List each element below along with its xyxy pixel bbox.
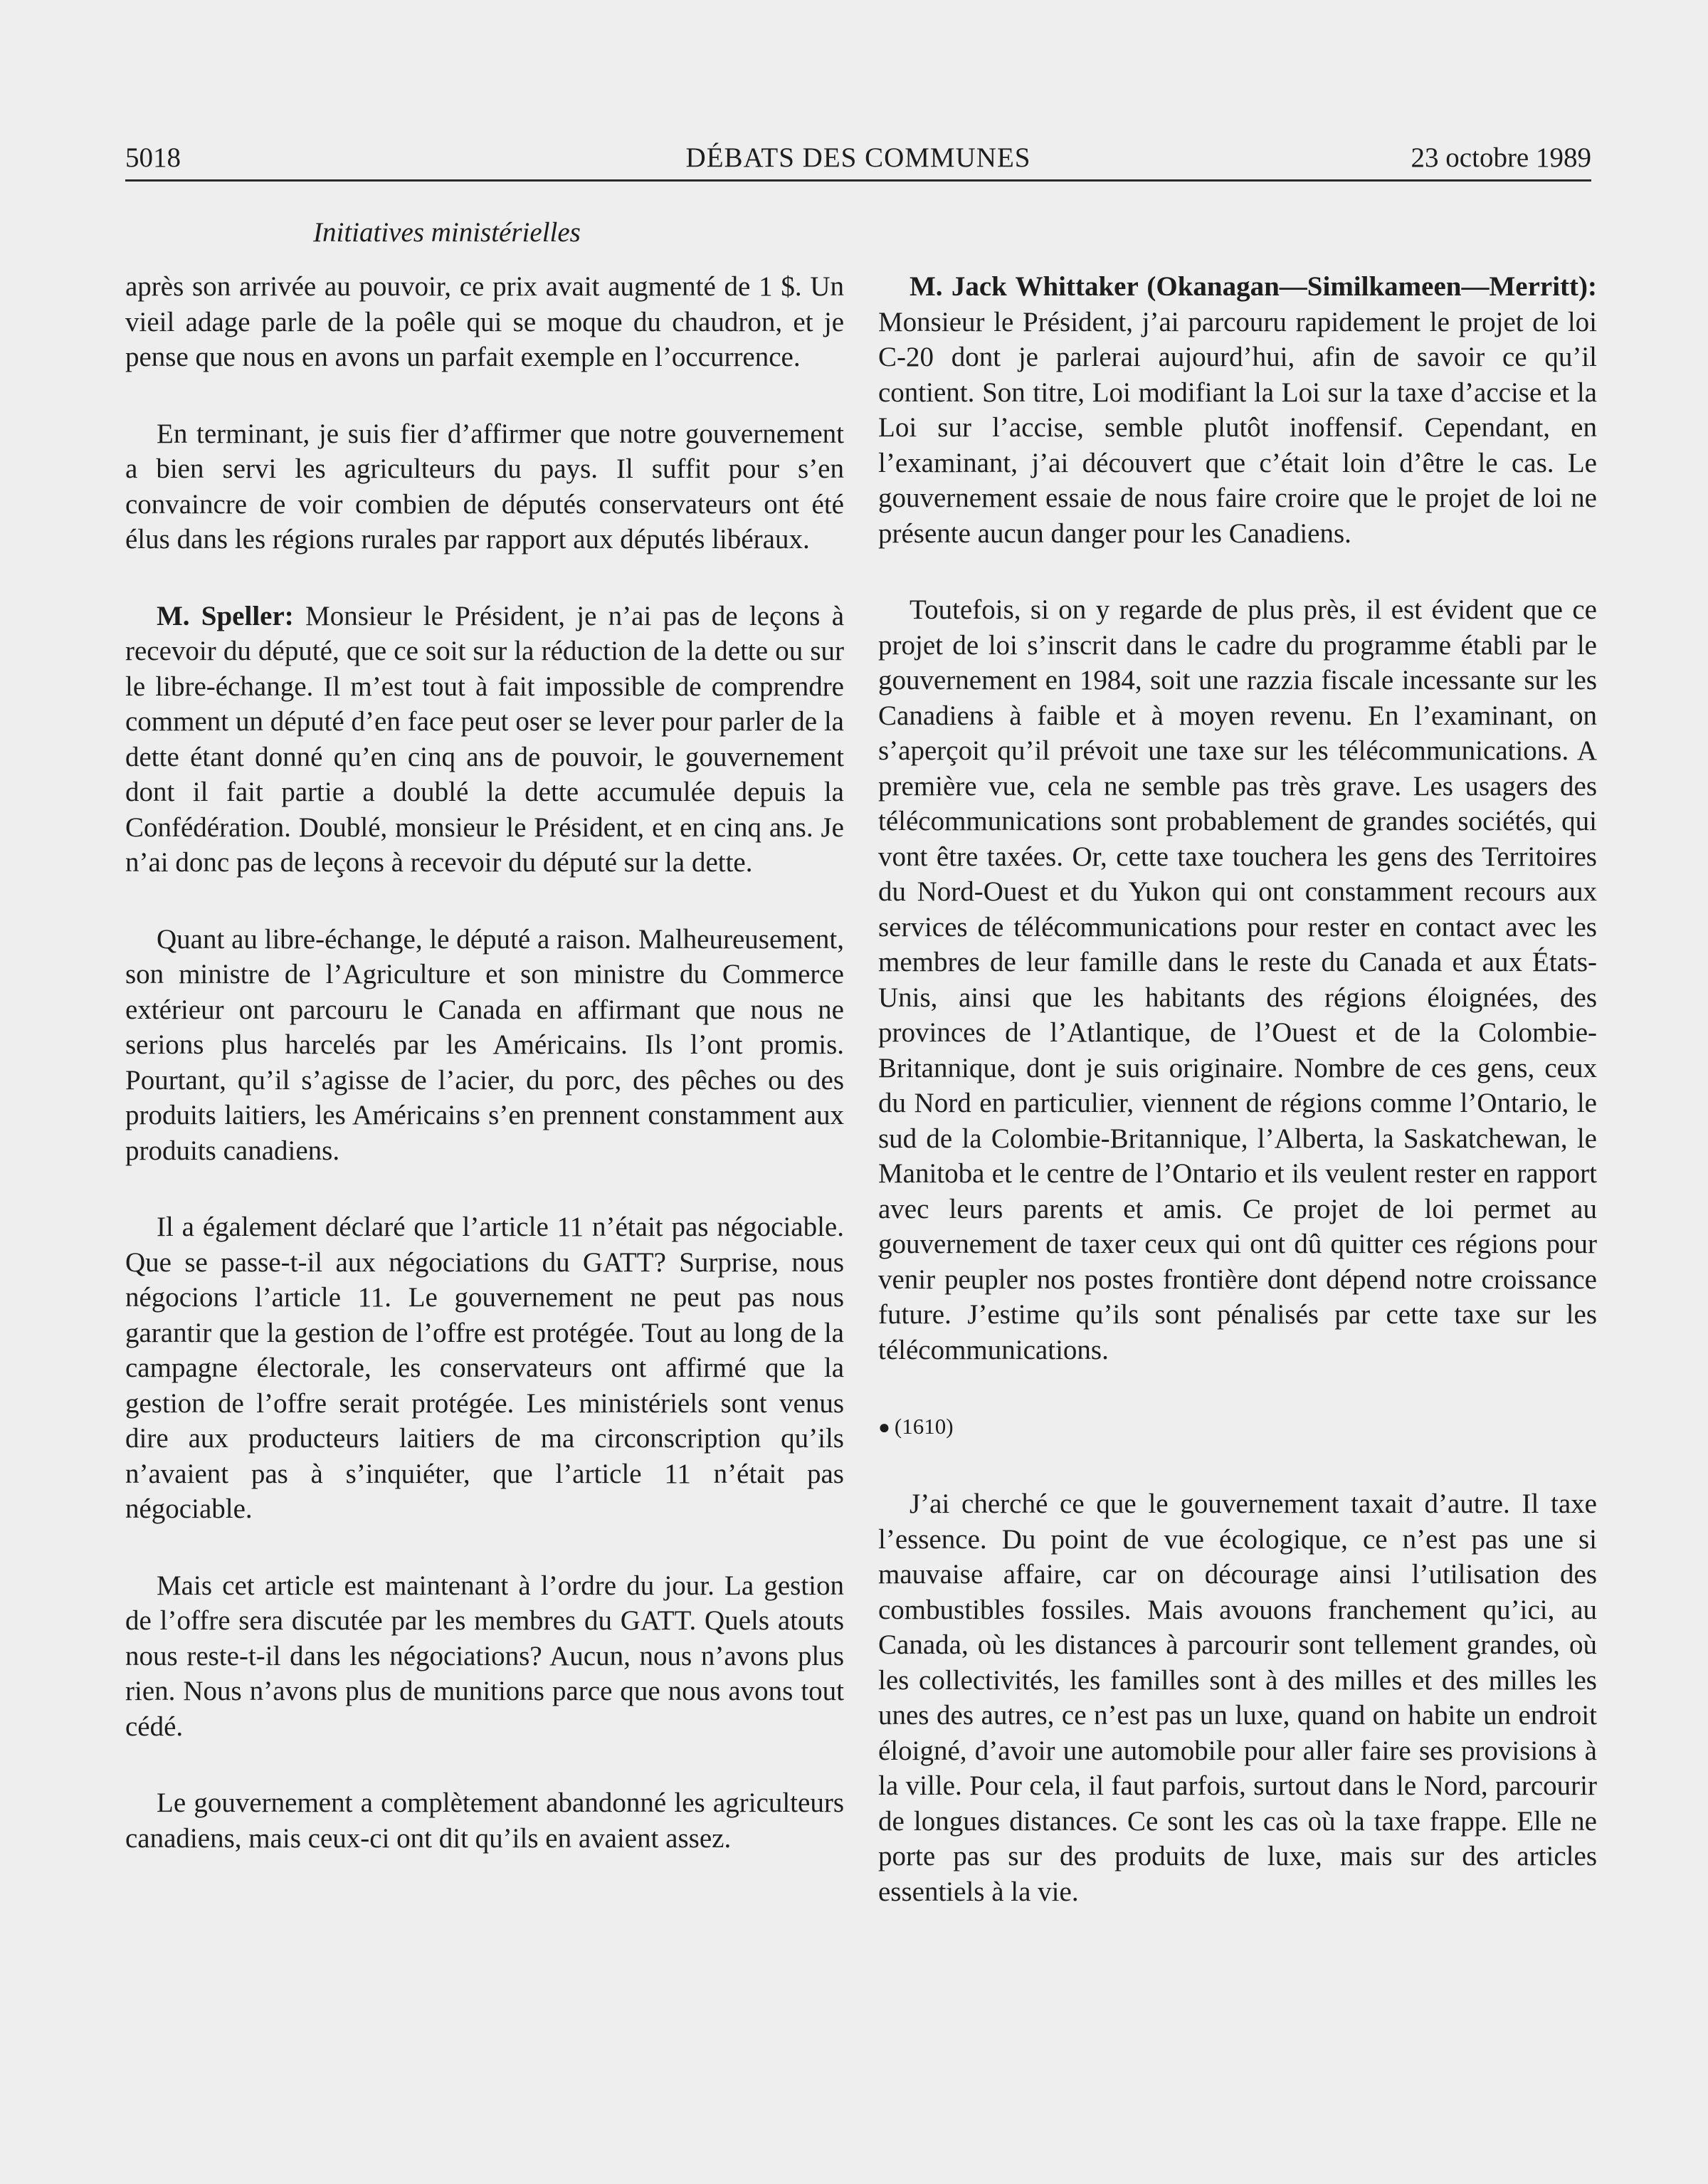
- paragraph: En terminant, je suis fier d’affirmer que notre gouvernement a bien servi les agriculteurs du pays. Il suffit pour s’en convaincre de voir combien de députés conservateurs ont été élus dans les régions rurales par rapport aux députés libéraux.: [125, 418, 844, 555]
- bullet-icon: ●: [878, 1417, 890, 1439]
- page-header: [125, 140, 1591, 177]
- paragraph: après son arrivée au pouvoir, ce prix avait augmenté de 1 $. Un vieil adage parle de la poêle qui se moque du chaudron, et je pense que nous en avons un parfait exemple en l’occurrence.: [125, 271, 844, 372]
- paragraph: Le gouvernement a complètement abandonné les agriculteurs canadiens, mais ceux-ci ont dit qu’ils en avaient assez.: [125, 1787, 844, 1854]
- paragraph: Mais cet article est maintenant à l’ordre du jour. La gestion de l’offre sera discutée par les membres du GATT. Quels atouts nous reste-t-il dans les négociations? Aucun, nous n’avons plus rien. Nous n’avons plus de munitions parce que nous avons tout cédé.: [125, 1570, 844, 1742]
- speech-text: Monsieur le Président, je n’ai pas de leçons à recevoir du député, que ce soit sur la réduction de la dette ou sur le libre-échange. Il m’est tout à fait impossible de comprendre comment un député d’en face peut oser se lever pour parler de la dette étant donné qu’en cinq ans de pouvoir, le gouvernement dont il fait partie a doublé la dette accumulée depuis la Confédération. Doublé, monsieur le Président, et en cinq ans. Je n’ai donc pas de leçons à recevoir du député sur la dette.: [125, 600, 845, 878]
- publication-title: DÉBATS DES COMMUNES: [685, 142, 1031, 173]
- page-number: 5018: [125, 142, 181, 173]
- paragraph: Il a également déclaré que l’article 11 n’était pas négociable. Que se passe-t-il aux négociations du GATT? Surprise, nous négocions l’article 11. Le gouvernement ne peut pas nous garantir que la gestion de l’offre est protégée. Tout au long de la campagne électorale, les conservateurs ont affirmé que la gestion de l’offre serait protégée. Les ministériels sont venus dire aux producteurs laitiers de ma circonscription qu’ils n’avaient pas à s’inquiéter, que l’article 11 n’était pas négociable.: [125, 1212, 844, 1524]
- paragraph: Toutefois, si on y regarde de plus près, il est évident que ce projet de loi s’inscrit dans le cadre du programme établi par le gouvernement en 1984, soit une razzia fiscale incessante sur les Canadiens à faible et à moyen revenu. En l’examinant, on s’aperçoit qu’il prévoit une taxe sur les télécommunications. A première vue, cela ne semble pas très grave. Les usagers des télécommunications sont probablement de grandes sociétés, qui vont être taxées. Or, cette taxe touchera les gens des Territoires du Nord-Ouest et du Yukon qui ont constamment recours aux services de télécommunications pour rester en contact avec les membres de leur famille dans le reste du Canada et aux États-Unis, ainsi que les habitants des régions éloignées, des provinces de l’Atlantique, de l’Ouest et de la Colombie-Britannique, dont je suis originaire. Nombre de ces gens, ceux du Nord en particulier, viennent de régions comme l’Ontario, le sud de la Colombie-Britannique, l’Alberta, la Saskatchewan, le Manitoba et le centre de l’Ontario et ils veulent rester en rapport avec leurs parents et amis. Ce projet de loi permet au gouvernement de taxer ceux qui ont dû quitter ces régions pour venir peupler nos postes frontière dont dépend notre croissance future. J’estime qu’ils sont pénalisés par cette taxe sur les télécommunications.: [878, 594, 1597, 1365]
- time-marker-text: (1610): [894, 1414, 954, 1439]
- right-column: [878, 269, 1597, 1951]
- time-marker: [878, 1409, 1597, 1445]
- paragraph: J’ai cherché ce que le gouvernement taxait d’autre. Il taxe l’essence. Du point de vue écologique, ce n’est pas une si mauvaise affaire, car on décourage ainsi l’utilisation des combustibles fossiles. Mais avouons franchement qu’ici, au Canada, où les distances à parcourir sont tellement grandes, où les collectivités, les familles sont à des milles et des milles les unes des autres, ce n’est pas un luxe, quand on habite un endroit éloigné, d’avoir une automobile pour aller faire ses provisions à la ville. Pour cela, il faut parfois, surtout dans le Nord, parcourir de longues distances. Ce sont les cas où la taxe frappe. Elle ne porte pas sur des produits de luxe, mais sur des articles essentiels à la vie.: [878, 1489, 1597, 1907]
- speaker-name: M. Speller:: [157, 600, 294, 631]
- speech-text: Monsieur le Président, j’ai parcouru rapidement le projet de loi C-20 dont je parlerai aujourd’hui, afin de savoir ce qu’il contient. Son titre, Loi modifiant la Loi sur la taxe d’accise et la Loi sur l’accise, semble plutôt inoffensif. Cependant, en l’examinant, j’ai découvert que c’était loin d’être le cas. Le gouvernement essaie de nous faire croire que le projet de loi ne présente aucun danger pour les Canadiens.: [878, 306, 1597, 549]
- speech-paragraph: [125, 599, 844, 881]
- left-column: [125, 269, 844, 1897]
- header-rule: [125, 179, 1591, 182]
- publication-date: 23 octobre 1989: [1411, 142, 1591, 173]
- section-label: Initiatives ministérielles: [313, 217, 581, 248]
- speaker-name: M. Jack Whittaker (Okanagan—Similkameen—Merritt):: [910, 271, 1597, 302]
- paragraph: Quant au libre-échange, le député a raison. Malheureusement, son ministre de l’Agriculture et son ministre du Commerce extérieur ont parcouru le Canada en affirmant que nous ne serions plus harcelés par les Américains. Ils l’ont promis. Pourtant, qu’il s’agisse de l’acier, du porc, des pêches ou des produits laitiers, les Américains s’en prennent constamment aux produits canadiens.: [125, 923, 844, 1166]
- speech-paragraph: [878, 269, 1597, 551]
